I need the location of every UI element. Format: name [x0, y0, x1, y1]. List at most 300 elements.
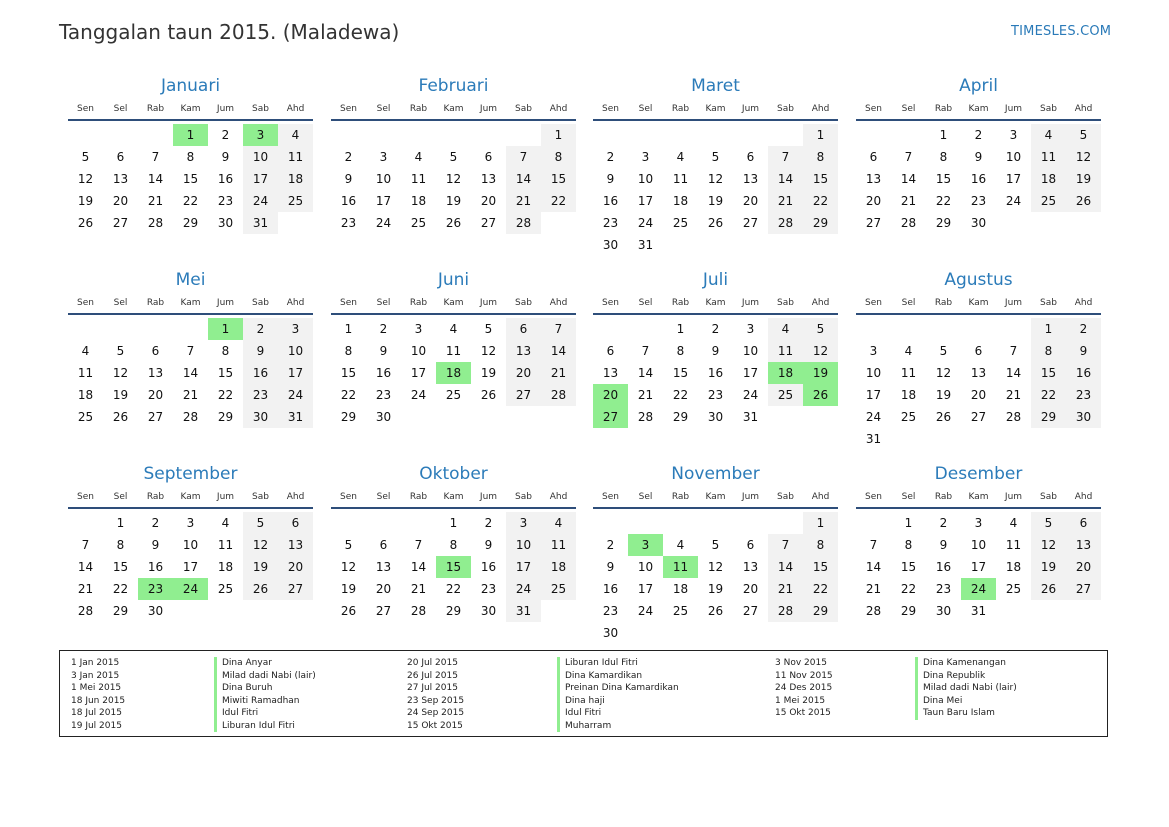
weekday-label: Sen [865, 104, 882, 114]
weekday-header [856, 297, 1101, 310]
day: 9 [151, 538, 160, 552]
day: 17 [970, 560, 987, 574]
weekend-day: 12 [803, 340, 838, 362]
weekday-header [593, 491, 838, 504]
weekend-day: 6 [1066, 512, 1101, 534]
weekend-day: 27 [506, 384, 541, 406]
weekday-label: Sel [901, 104, 916, 114]
day: 7 [81, 538, 90, 552]
holiday-day: 24 [961, 578, 996, 600]
day: 30 [375, 410, 392, 424]
weekday-label: Ahd [286, 492, 305, 502]
weekday-header [68, 491, 313, 504]
day: 16 [707, 366, 724, 380]
weekend-day: 20 [278, 556, 313, 578]
day: 4 [1009, 516, 1018, 530]
weekend-day: 2 [1066, 318, 1101, 340]
day: 6 [151, 344, 160, 358]
legend-col-2-dates [407, 657, 547, 732]
weekend-day: 9 [1066, 340, 1101, 362]
header-divider [68, 507, 313, 509]
day: 20 [112, 194, 129, 208]
weekday-label: Jum [1004, 298, 1023, 308]
day: 21 [182, 388, 199, 402]
legend-name: Dina Republik [915, 670, 1100, 683]
weekday-label: Rab [671, 492, 690, 502]
weekday-label: Rab [146, 492, 165, 502]
legend-name: Dina Kamenangan [915, 657, 1100, 670]
weekend-day: 22 [803, 190, 838, 212]
holiday-day: 15 [436, 556, 471, 578]
weekday-label: Jum [216, 492, 235, 502]
day-grid [68, 512, 313, 622]
day: 25 [445, 388, 462, 402]
empty-cell [68, 512, 103, 534]
day: 27 [480, 216, 497, 230]
weekday-header [856, 103, 1101, 116]
weekday-label: Rab [146, 298, 165, 308]
weekday-header [331, 297, 576, 310]
day: 6 [869, 150, 878, 164]
site-link[interactable]: TIMESLES.COM [1011, 24, 1112, 39]
day: 16 [375, 366, 392, 380]
weekend-day: 16 [1066, 362, 1101, 384]
day: 7 [414, 538, 423, 552]
day: 13 [480, 172, 497, 186]
month-title: April [959, 76, 998, 96]
day: 19 [480, 366, 497, 380]
day: 15 [672, 366, 689, 380]
empty-cell [663, 512, 698, 534]
weekend-day: 28 [768, 600, 803, 622]
weekend-day: 13 [506, 340, 541, 362]
weekday-label: Rab [671, 298, 690, 308]
month-title: Oktober [419, 464, 488, 484]
weekday-label: Sel [376, 492, 391, 502]
header-divider [68, 119, 313, 121]
day: 29 [112, 604, 129, 618]
day: 14 [1005, 366, 1022, 380]
day: 25 [1005, 582, 1022, 596]
weekday-label: Rab [409, 104, 428, 114]
weekend-day: 19 [1066, 168, 1101, 190]
holiday-day: 20 [593, 384, 628, 406]
weekday-label: Kam [705, 104, 726, 114]
empty-cell [733, 512, 768, 534]
day: 10 [182, 538, 199, 552]
day: 9 [344, 172, 353, 186]
day: 16 [970, 172, 987, 186]
day: 17 [375, 194, 392, 208]
day-grid [68, 318, 313, 428]
day: 16 [340, 194, 357, 208]
day: 20 [147, 388, 164, 402]
day: 25 [217, 582, 234, 596]
weekday-label: Ahd [811, 492, 830, 502]
empty-cell [698, 512, 733, 534]
day: 28 [182, 410, 199, 424]
day: 15 [900, 560, 917, 574]
legend-name: Muharram [557, 720, 757, 733]
weekend-day: 21 [768, 190, 803, 212]
weekend-day: 10 [278, 340, 313, 362]
month-januari [68, 75, 313, 234]
weekend-day: 15 [803, 168, 838, 190]
day: 4 [904, 344, 913, 358]
month-title: Maret [691, 76, 740, 96]
month-desember [856, 463, 1101, 622]
day: 23 [480, 582, 497, 596]
weekend-day: 5 [1066, 124, 1101, 146]
weekday-label: Kam [968, 298, 989, 308]
day-grid [856, 318, 1101, 450]
day: 22 [112, 582, 129, 596]
day: 13 [112, 172, 129, 186]
weekday-header [593, 297, 838, 310]
day: 7 [904, 150, 913, 164]
day: 23 [707, 388, 724, 402]
day: 11 [1005, 538, 1022, 552]
day: 19 [935, 388, 952, 402]
weekday-label: Rab [934, 298, 953, 308]
day: 4 [449, 322, 458, 336]
weekend-day: 22 [803, 578, 838, 600]
day: 27 [742, 216, 759, 230]
day: 26 [935, 410, 952, 424]
weekend-day: 20 [1066, 556, 1101, 578]
weekday-label: Jum [216, 298, 235, 308]
weekend-day: 4 [278, 124, 313, 146]
weekend-day: 12 [243, 534, 278, 556]
holiday-day: 26 [803, 384, 838, 406]
day-grid [331, 512, 576, 622]
weekday-label: Sel [113, 298, 128, 308]
weekend-day: 29 [803, 600, 838, 622]
day: 1 [676, 322, 685, 336]
empty-cell [173, 318, 208, 340]
weekday-label: Jum [479, 104, 498, 114]
weekday-label: Sel [901, 298, 916, 308]
empty-cell [331, 124, 366, 146]
day: 14 [147, 172, 164, 186]
weekday-header [331, 491, 576, 504]
empty-cell [436, 124, 471, 146]
day: 7 [151, 150, 160, 164]
legend-date: 3 Nov 2015 [775, 658, 827, 668]
weekend-day: 14 [506, 168, 541, 190]
day: 27 [970, 410, 987, 424]
month-juli [593, 269, 838, 428]
day: 1 [939, 128, 948, 142]
day: 30 [217, 216, 234, 230]
weekday-label: Kam [443, 104, 464, 114]
day: 2 [344, 150, 353, 164]
day: 3 [186, 516, 195, 530]
weekend-day: 28 [768, 212, 803, 234]
day: 23 [602, 604, 619, 618]
day: 9 [711, 344, 720, 358]
weekday-label: Sel [901, 492, 916, 502]
day: 5 [939, 344, 948, 358]
weekday-label: Sen [340, 492, 357, 502]
day: 5 [344, 538, 353, 552]
weekend-day: 31 [278, 406, 313, 428]
day: 10 [375, 172, 392, 186]
holiday-day: 3 [243, 124, 278, 146]
weekday-label: Sab [515, 104, 532, 114]
legend-date: 24 Des 2015 [775, 683, 833, 693]
day: 15 [340, 366, 357, 380]
day: 14 [410, 560, 427, 574]
weekday-label: Sen [865, 492, 882, 502]
day: 15 [217, 366, 234, 380]
weekday-label: Ahd [811, 298, 830, 308]
legend-name: Idul Fitri [557, 707, 757, 720]
day-grid [331, 124, 576, 234]
day: 23 [970, 194, 987, 208]
weekday-label: Rab [146, 104, 165, 114]
day: 2 [974, 128, 983, 142]
weekday-header [331, 103, 576, 116]
weekday-label: Sen [77, 104, 94, 114]
weekday-label: Sab [777, 492, 794, 502]
day: 20 [970, 388, 987, 402]
day: 20 [742, 194, 759, 208]
legend-name: Taun Baru Islam [915, 707, 1100, 720]
month-title: November [671, 464, 760, 484]
day: 30 [935, 604, 952, 618]
day: 9 [606, 172, 615, 186]
day: 23 [375, 388, 392, 402]
weekday-header [856, 491, 1101, 504]
day: 31 [865, 432, 882, 446]
legend-date: 27 Jul 2015 [407, 683, 458, 693]
weekday-label: Ahd [549, 492, 568, 502]
day: 17 [637, 194, 654, 208]
weekday-label: Sen [340, 104, 357, 114]
day: 18 [410, 194, 427, 208]
legend-name: Dina Kamardikan [557, 670, 757, 683]
day: 19 [77, 194, 94, 208]
weekend-day: 28 [541, 384, 576, 406]
legend-date: 1 Jan 2015 [71, 658, 120, 668]
day: 23 [340, 216, 357, 230]
day: 27 [865, 216, 882, 230]
day: 28 [147, 216, 164, 230]
weekend-day: 21 [768, 578, 803, 600]
day-grid [856, 512, 1101, 622]
weekend-day: 1 [803, 512, 838, 534]
weekday-label: Sab [515, 492, 532, 502]
weekend-day: 17 [243, 168, 278, 190]
day: 26 [707, 216, 724, 230]
empty-cell [506, 124, 541, 146]
header-divider [856, 313, 1101, 315]
weekday-label: Sel [376, 298, 391, 308]
weekday-label: Jum [741, 298, 760, 308]
month-title: Mei [175, 270, 206, 290]
day: 16 [602, 194, 619, 208]
day: 28 [900, 216, 917, 230]
day: 27 [742, 604, 759, 618]
day: 25 [672, 604, 689, 618]
day: 12 [77, 172, 94, 186]
weekday-label: Ahd [286, 104, 305, 114]
holiday-day: 24 [173, 578, 208, 600]
day: 3 [746, 322, 755, 336]
day: 22 [182, 194, 199, 208]
month-title: Juli [702, 270, 729, 290]
empty-cell [138, 124, 173, 146]
day: 12 [445, 172, 462, 186]
weekend-day: 11 [1031, 146, 1066, 168]
weekday-label: Ahd [549, 298, 568, 308]
day: 1 [116, 516, 125, 530]
weekend-day: 4 [541, 512, 576, 534]
day: 27 [112, 216, 129, 230]
day: 29 [340, 410, 357, 424]
page-title: Tanggalan taun 2015. (Maladewa) [59, 20, 400, 44]
day: 24 [742, 388, 759, 402]
weekday-label: Sen [340, 298, 357, 308]
empty-cell [996, 318, 1031, 340]
weekday-label: Sel [113, 492, 128, 502]
weekend-day: 18 [541, 556, 576, 578]
weekday-label: Sel [638, 298, 653, 308]
weekend-day: 9 [243, 340, 278, 362]
day: 6 [116, 150, 125, 164]
empty-cell [366, 124, 401, 146]
weekday-label: Kam [705, 492, 726, 502]
legend-col-1-dates [71, 657, 211, 732]
empty-cell [628, 512, 663, 534]
weekday-label: Sab [777, 298, 794, 308]
day: 30 [602, 626, 619, 640]
day: 10 [410, 344, 427, 358]
month-title: Desember [934, 464, 1023, 484]
weekday-label: Sel [638, 104, 653, 114]
day: 28 [410, 604, 427, 618]
legend-col-3-names [915, 657, 1100, 720]
day: 22 [445, 582, 462, 596]
weekday-label: Jum [479, 298, 498, 308]
weekend-day: 17 [506, 556, 541, 578]
holiday-day: 1 [208, 318, 243, 340]
holiday-day: 1 [173, 124, 208, 146]
weekday-label: Rab [671, 104, 690, 114]
weekend-day: 26 [1031, 578, 1066, 600]
weekend-day: 16 [243, 362, 278, 384]
weekday-header [593, 103, 838, 116]
weekday-label: Sab [252, 104, 269, 114]
day: 5 [81, 150, 90, 164]
day: 17 [1005, 172, 1022, 186]
weekday-label: Rab [934, 104, 953, 114]
weekend-day: 17 [278, 362, 313, 384]
legend-date: 24 Sep 2015 [407, 708, 465, 718]
day: 13 [865, 172, 882, 186]
day: 29 [900, 604, 917, 618]
header-divider [331, 507, 576, 509]
legend-date: 1 Mei 2015 [71, 683, 122, 693]
weekday-label: Ahd [811, 104, 830, 114]
day: 8 [939, 150, 948, 164]
day: 15 [935, 172, 952, 186]
weekday-label: Rab [409, 298, 428, 308]
weekend-day: 12 [1066, 146, 1101, 168]
weekend-day: 26 [1066, 190, 1101, 212]
day: 12 [340, 560, 357, 574]
day: 10 [742, 344, 759, 358]
day: 18 [217, 560, 234, 574]
empty-cell [103, 124, 138, 146]
day: 15 [182, 172, 199, 186]
day: 18 [672, 194, 689, 208]
weekend-day: 1 [1031, 318, 1066, 340]
day: 3 [974, 516, 983, 530]
empty-cell [698, 124, 733, 146]
day: 4 [676, 150, 685, 164]
day: 5 [711, 538, 720, 552]
weekend-day: 2 [243, 318, 278, 340]
day: 6 [746, 150, 755, 164]
day: 23 [602, 216, 619, 230]
empty-cell [103, 318, 138, 340]
weekend-day: 4 [1031, 124, 1066, 146]
header-divider [331, 119, 576, 121]
weekend-day: 10 [243, 146, 278, 168]
weekend-day: 24 [243, 190, 278, 212]
weekday-label: Jum [1004, 104, 1023, 114]
day: 30 [147, 604, 164, 618]
day: 11 [77, 366, 94, 380]
day: 16 [935, 560, 952, 574]
day: 28 [865, 604, 882, 618]
empty-cell [401, 512, 436, 534]
day: 1 [449, 516, 458, 530]
day: 6 [606, 344, 615, 358]
day: 23 [217, 194, 234, 208]
weekend-day: 1 [541, 124, 576, 146]
day: 14 [77, 560, 94, 574]
month-oktober [331, 463, 576, 622]
month-april [856, 75, 1101, 234]
day: 21 [77, 582, 94, 596]
empty-cell [856, 318, 891, 340]
weekend-day: 20 [506, 362, 541, 384]
day: 3 [641, 150, 650, 164]
day: 2 [606, 150, 615, 164]
day: 16 [217, 172, 234, 186]
weekend-day: 22 [1031, 384, 1066, 406]
day: 18 [77, 388, 94, 402]
month-title: Februari [418, 76, 489, 96]
weekend-day: 24 [278, 384, 313, 406]
holiday-legend [59, 650, 1108, 737]
weekday-label: Sen [865, 298, 882, 308]
day: 21 [1005, 388, 1022, 402]
weekday-label: Sab [252, 298, 269, 308]
weekend-day: 15 [541, 168, 576, 190]
day: 10 [637, 560, 654, 574]
empty-cell [891, 124, 926, 146]
weekend-day: 3 [278, 318, 313, 340]
holiday-day: 11 [663, 556, 698, 578]
legend-name: Miwiti Ramadhan [214, 695, 399, 708]
day: 17 [865, 388, 882, 402]
day: 9 [974, 150, 983, 164]
day: 27 [147, 410, 164, 424]
